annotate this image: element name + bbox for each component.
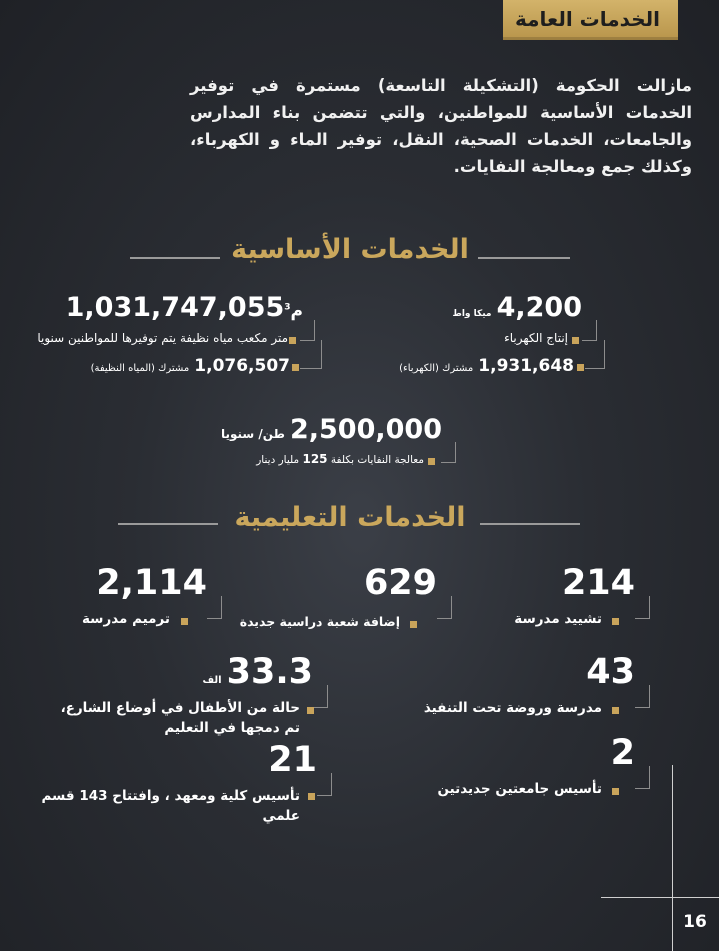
bullet-square <box>307 707 314 714</box>
intro-paragraph: مازالت الحكومة (التشكيلة التاسعة) مستمرة في توفير الخدمات الأساسية للمواطنين، والتي تتضمن بناء المدارس والجامعات، الخدمات الصحية، النقل، توفير الماء و الكهرباء، وكذلك جمع ومعالجة النفايات. <box>190 76 692 176</box>
water-subscribers <box>60 356 290 376</box>
bullet-square <box>292 364 299 371</box>
heading-line-left <box>130 257 220 259</box>
water-label: متر مكعب مياه نظيفة يتم توفيرها للمواطنين سنويا <box>37 331 288 345</box>
children-label <box>60 698 300 738</box>
corner-horizontal-line <box>601 897 719 898</box>
power-subscribers-bracket <box>585 340 605 369</box>
children-unit: الف <box>202 675 222 686</box>
universities-label: تأسيس جامعتين جديدتين <box>437 781 602 797</box>
water-bracket <box>300 320 315 341</box>
waste-stat <box>210 414 442 445</box>
universities-bracket <box>635 766 650 789</box>
page-number: 16 <box>683 912 707 932</box>
power-subscribers-value: 1,931,648 <box>478 356 574 376</box>
bullet-square <box>428 458 435 465</box>
bullet-square <box>410 621 417 628</box>
water-subscribers-label: مشترك (المياه النظيفة) <box>90 363 190 374</box>
power-subscribers <box>376 356 574 376</box>
waste-bracket <box>441 442 456 463</box>
waste-label-c: مليار دينار <box>256 454 300 466</box>
power-label: إنتاج الكهرباء <box>504 331 568 345</box>
bullet-square <box>612 618 619 625</box>
children-value: 33.3 <box>226 652 313 692</box>
bullet-square <box>289 337 296 344</box>
water-stat <box>58 292 303 323</box>
section-title: الخدمات العامة <box>515 7 660 31</box>
heading-line-right <box>480 523 580 525</box>
children-label-line1: حالة من الأطفال في أوضاع الشارع، <box>60 700 300 716</box>
waste-label-b: 125 <box>302 452 328 466</box>
heading-line-left <box>118 523 218 525</box>
waste-label <box>224 452 424 466</box>
schools-restored-value: 2,114 <box>96 563 207 603</box>
colleges-label-line2: علمي <box>262 808 300 824</box>
waste-value: 2,500,000 <box>289 414 442 445</box>
colleges-bracket <box>317 773 332 796</box>
in-progress-bracket <box>635 685 650 708</box>
bullet-square <box>572 337 579 344</box>
water-subscribers-bracket <box>300 340 322 369</box>
schools-restored-bracket <box>207 596 222 619</box>
power-bracket <box>582 320 597 341</box>
colleges-value: 21 <box>268 740 317 780</box>
schools-built-bracket <box>635 596 650 619</box>
bullet-square <box>577 364 584 371</box>
basic-services-title: الخدمات الأساسية <box>231 234 469 265</box>
in-progress-value: 43 <box>586 652 635 692</box>
heading-line-right <box>478 257 570 259</box>
section-title-badge <box>503 0 678 40</box>
corner-vertical-line <box>672 765 673 951</box>
schools-restored-label: ترميم مدرسة <box>81 611 170 627</box>
universities-value: 2 <box>610 733 635 773</box>
children-stat <box>200 652 313 692</box>
children-label-line2: تم دمجها في التعليم <box>164 720 300 736</box>
water-unit-sup: 3 <box>284 302 291 313</box>
colleges-label <box>40 786 300 826</box>
schools-built-label: تشييد مدرسة <box>514 611 602 627</box>
schools-built-value: 214 <box>561 563 635 603</box>
bullet-square <box>612 788 619 795</box>
education-services-title: الخدمات التعليمية <box>234 502 466 533</box>
power-stat <box>440 292 582 323</box>
bullet-square <box>181 618 188 625</box>
water-unit: م <box>290 301 303 321</box>
children-bracket <box>313 685 328 708</box>
waste-unit: طن/ سنويا <box>220 427 285 441</box>
bullet-square <box>612 707 619 714</box>
power-unit: ميكا واط <box>452 309 492 319</box>
classes-added-label: إضافة شعبة دراسية جديدة <box>239 614 400 629</box>
in-progress-label: مدرسة وروضة تحت التنفيذ <box>423 700 602 716</box>
colleges-label-line1: تأسيس كلية ومعهد ، وافتتاح 143 قسم <box>41 788 300 804</box>
classes-added-bracket <box>437 596 452 619</box>
power-value: 4,200 <box>496 292 582 323</box>
power-subscribers-label: مشترك (الكهرباء) <box>399 363 474 374</box>
waste-label-a: معالجة النفايات بكلفة <box>330 454 424 466</box>
classes-added-value: 629 <box>363 563 437 603</box>
water-value: 1,031,747,055 <box>65 292 285 323</box>
bullet-square <box>308 793 315 800</box>
water-subscribers-value: 1,076,507 <box>194 356 290 376</box>
